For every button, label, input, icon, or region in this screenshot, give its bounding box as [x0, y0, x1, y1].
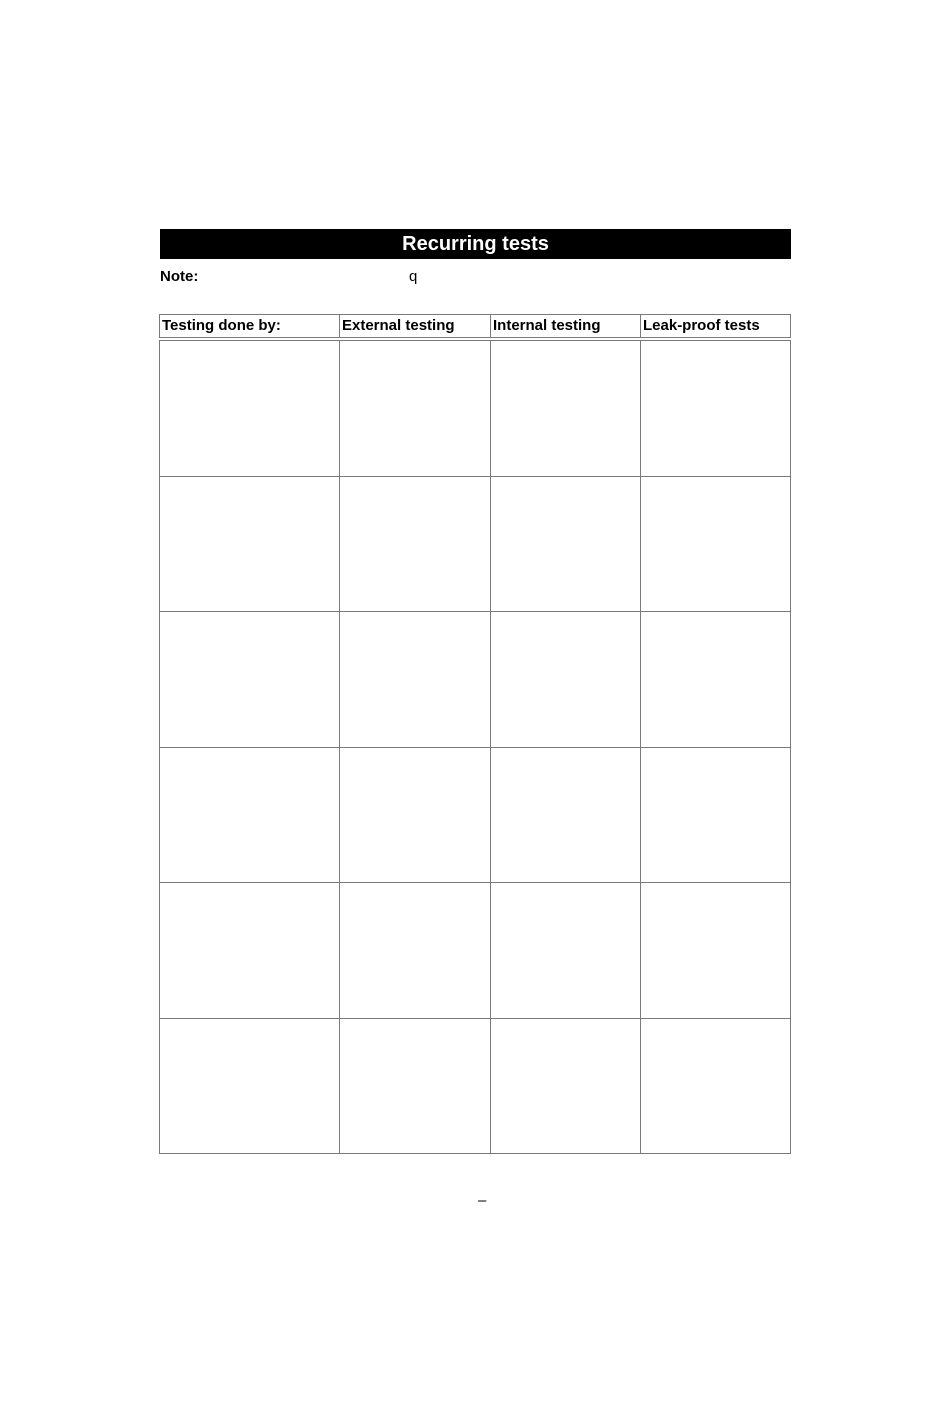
- cell-external-testing[interactable]: [340, 883, 491, 1018]
- cell-external-testing[interactable]: [340, 612, 491, 747]
- cell-leak-proof-tests[interactable]: [641, 1019, 790, 1154]
- table-row: [160, 477, 790, 613]
- cell-leak-proof-tests[interactable]: [641, 748, 790, 883]
- cell-leak-proof-tests[interactable]: [641, 341, 790, 476]
- cell-internal-testing[interactable]: [491, 477, 641, 612]
- table-row: [160, 748, 790, 884]
- note-value: q: [409, 268, 418, 285]
- cell-internal-testing[interactable]: [491, 612, 641, 747]
- cell-internal-testing[interactable]: [491, 883, 641, 1018]
- cell-external-testing[interactable]: [340, 477, 491, 612]
- cell-internal-testing[interactable]: [491, 1019, 641, 1154]
- table-row: [160, 612, 790, 748]
- cell-testing-done-by[interactable]: [160, 477, 340, 612]
- header-external-testing: External testing: [340, 315, 491, 337]
- header-internal-testing: Internal testing: [491, 315, 641, 337]
- cell-testing-done-by[interactable]: [160, 748, 340, 883]
- cell-external-testing[interactable]: [340, 1019, 491, 1154]
- tests-table: [159, 340, 791, 1154]
- cell-leak-proof-tests[interactable]: [641, 477, 790, 612]
- header-leak-proof-tests: Leak-proof tests: [643, 317, 760, 334]
- cell-internal-testing[interactable]: [491, 341, 641, 476]
- table-row: [160, 883, 790, 1019]
- note-label: Note:: [160, 268, 199, 285]
- cell-leak-proof-tests[interactable]: [641, 883, 790, 1018]
- table-header-row: [159, 314, 791, 338]
- table-row: [160, 1019, 790, 1154]
- cell-testing-done-by[interactable]: [160, 612, 340, 747]
- cell-leak-proof-tests[interactable]: [641, 612, 790, 747]
- cell-external-testing[interactable]: [340, 341, 491, 476]
- cell-internal-testing[interactable]: [491, 748, 641, 883]
- page-number: –: [478, 1192, 487, 1209]
- cell-testing-done-by[interactable]: [160, 1019, 340, 1154]
- page-title: Recurring tests: [160, 229, 791, 259]
- table-row: [160, 341, 790, 477]
- cell-testing-done-by[interactable]: [160, 341, 340, 476]
- header-testing-done-by: Testing done by:: [160, 315, 340, 337]
- cell-testing-done-by[interactable]: [160, 883, 340, 1018]
- cell-external-testing[interactable]: [340, 748, 491, 883]
